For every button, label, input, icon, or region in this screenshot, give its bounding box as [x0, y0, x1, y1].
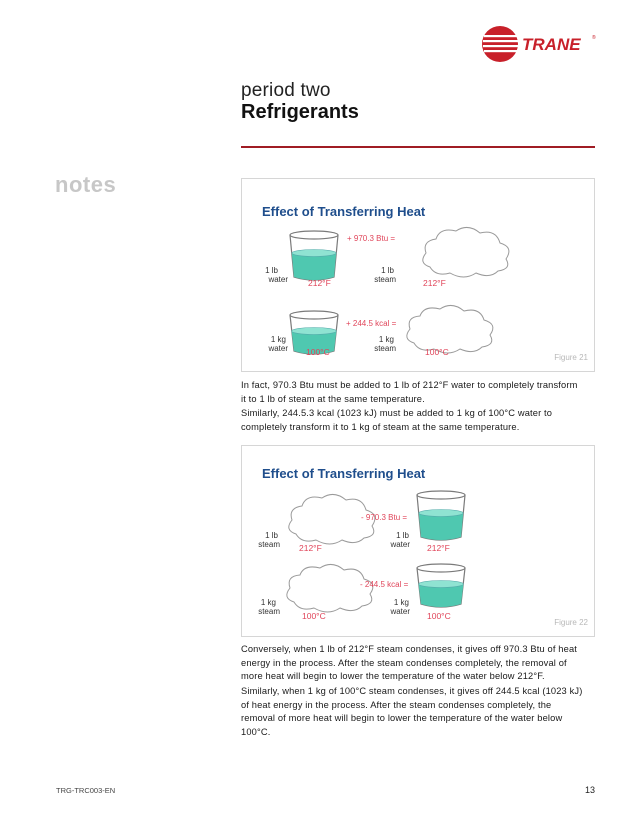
- figure-21: [241, 178, 595, 372]
- energy-label: - 970.3 Btu =: [361, 513, 408, 522]
- left-temperature: 212°F: [308, 278, 331, 288]
- energy-label: - 244.5 kcal =: [360, 580, 409, 589]
- figure-number: Figure 21: [554, 353, 588, 362]
- paragraph: [241, 379, 595, 406]
- energy-label: + 244.5 kcal =: [346, 319, 397, 328]
- right-quantity: 1 lb: [396, 531, 409, 540]
- right-state: water: [390, 540, 410, 549]
- left-state: water: [268, 344, 288, 353]
- right-quantity: 1 kg: [378, 335, 394, 344]
- paragraph-line: more heat will begin to lower the temperature of the water below 212°F.: [241, 671, 545, 681]
- left-quantity: 1 lb: [265, 266, 278, 275]
- period-label: period two: [241, 80, 331, 101]
- document-code: TRG-TRC003-EN: [56, 786, 116, 795]
- figure-title: Effect of Transferring Heat: [262, 466, 426, 481]
- steam-cloud-icon: [423, 227, 509, 277]
- paragraph-line: it to 1 lb of steam at the same temperature.: [241, 393, 425, 404]
- trane-logo: [480, 24, 600, 64]
- header-rule: [241, 146, 595, 148]
- left-quantity: 1 kg: [260, 598, 276, 607]
- figure-number: Figure 22: [554, 618, 588, 627]
- energy-label: + 970.3 Btu =: [347, 234, 396, 243]
- right-state: steam: [374, 275, 396, 284]
- paragraph-line: In fact, 970.3 Btu must be added to 1 lb of 212°F water to completely transform: [241, 380, 578, 390]
- paragraph-line: energy in the process. After the steam condenses completely, the removal of: [241, 657, 567, 668]
- water-beaker-icon: [417, 491, 465, 540]
- paragraph-line: 100°C.: [241, 726, 271, 737]
- right-temperature: 100°C: [427, 611, 451, 621]
- notes-label: notes: [55, 172, 117, 197]
- left-quantity: 1 lb: [265, 531, 278, 540]
- trane-circle-icon: [482, 26, 518, 62]
- paragraph-line: Similarly, 244.5.3 kcal (1023 kJ) must be added to 1 kg of 100°C water to: [241, 408, 553, 418]
- water-beaker-icon: [290, 231, 338, 280]
- page-title: Refrigerants: [241, 101, 359, 123]
- paragraph-line: completely transform it to 1 kg of steam at the same temperature.: [241, 421, 520, 432]
- right-state: water: [390, 607, 410, 616]
- paragraph-line: Similarly, when 1 kg of 100°C steam condenses, it gives off 244.5 kcal (1023 kJ): [241, 686, 583, 696]
- paragraph-line: Conversely, when 1 lb of 212°F steam condenses, it gives off 970.3 Btu of heat: [241, 644, 578, 654]
- water-beaker-icon: [417, 564, 465, 607]
- right-temperature: 212°F: [427, 543, 450, 553]
- right-temperature: 212°F: [423, 278, 446, 288]
- page-number: 13: [585, 785, 596, 795]
- paragraph: [241, 685, 595, 739]
- right-state: steam: [374, 344, 396, 353]
- left-state: water: [268, 275, 288, 284]
- right-quantity: 1 kg: [393, 598, 409, 607]
- left-state: steam: [258, 607, 280, 616]
- steam-cloud-icon: [407, 305, 493, 353]
- paragraph: [241, 643, 595, 684]
- figure-title: Effect of Transferring Heat: [262, 204, 426, 219]
- paragraph-line: removal of more heat will begin to lower the temperature of the water below: [241, 713, 563, 723]
- right-temperature: 100°C: [425, 347, 449, 357]
- brand-name: TRANE: [522, 35, 581, 54]
- left-temperature: 100°C: [302, 611, 326, 621]
- left-temperature: 212°F: [299, 543, 322, 553]
- left-quantity: 1 kg: [270, 335, 286, 344]
- paragraph-line: of heat energy in the process. After the steam condenses completely, the: [241, 699, 552, 710]
- paragraph: [241, 407, 595, 434]
- figure-22: [241, 445, 595, 637]
- right-quantity: 1 lb: [381, 266, 394, 275]
- left-temperature: 100°C: [306, 347, 330, 357]
- brand-trademark: ®: [592, 35, 596, 41]
- left-state: steam: [258, 540, 280, 549]
